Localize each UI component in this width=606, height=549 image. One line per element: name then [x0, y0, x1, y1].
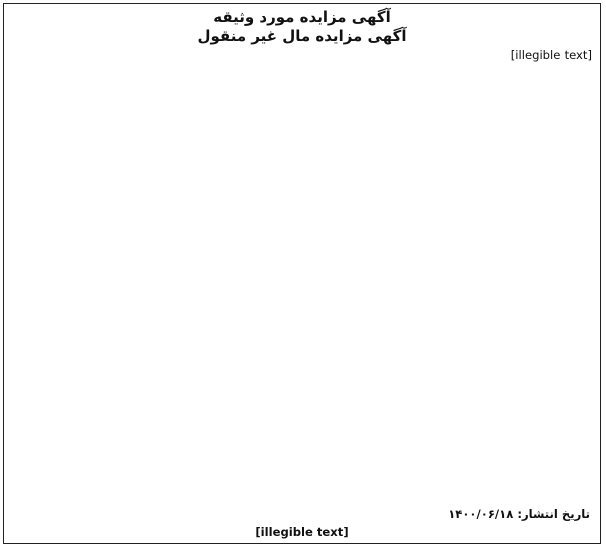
- signature-line: [illegible text]: [255, 525, 349, 539]
- publication-date-value: ۱۴۰۰/۰۶/۱۸: [448, 507, 514, 521]
- notice-body: [illegible text]: [510, 48, 592, 62]
- publication-date-label: تاریخ انتشار:: [517, 507, 590, 521]
- notice-title: آگهی مزایده مورد وثیقه: [213, 8, 391, 26]
- notice-subtitle: آگهی مزایده مال غیر منقول: [197, 27, 407, 45]
- publication-date-line: [448, 507, 590, 522]
- notice-frame: [3, 3, 601, 544]
